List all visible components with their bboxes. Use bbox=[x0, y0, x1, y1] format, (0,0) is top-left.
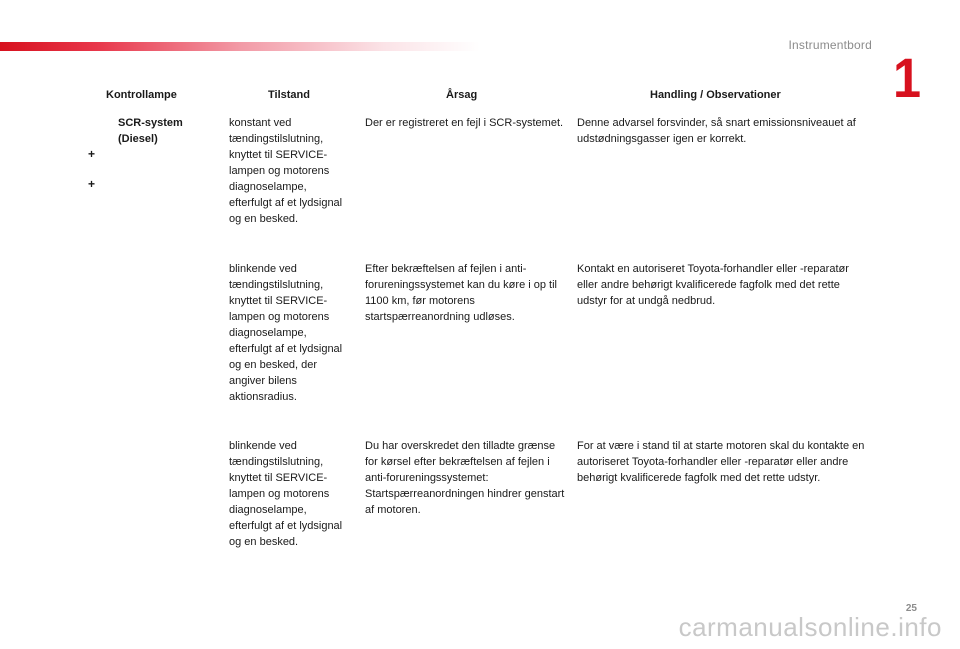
plus-symbol: + bbox=[88, 177, 96, 191]
section-title: Instrumentbord bbox=[788, 38, 872, 52]
row3-handling: For at være i stand til at starte motoren skal du kontakte en autoriseret Toyota-forhandler eller -reparatør eller andre behørigt kvalificerede fagfolk med det rette udstyr. bbox=[577, 440, 865, 484]
row1-handling: Denne advarsel forsvinder, så snart emissionsniveauet af udstødningsgasser igen er korrekt. bbox=[577, 117, 856, 145]
column-header-tilstand: Tilstand bbox=[268, 89, 310, 101]
column-header-kontrollampe: Kontrollampe bbox=[106, 89, 177, 101]
watermark: carmanualsonline.info bbox=[678, 612, 942, 642]
row2-handling: Kontakt en autoriseret Toyota-forhandler eller -reparatør eller andre behørigt kvalificerede fagfolk med det rette udstyr for at undgå nedbrud. bbox=[577, 263, 849, 307]
lamp-name-line2: (Diesel) bbox=[118, 133, 158, 145]
row3-arsag: Du har overskredet den tilladte grænse for kørsel efter bekræftelsen af fejlen i anti-forureningssystemet: Startspærreanordningen hindrer genstart af motoren. bbox=[365, 440, 565, 516]
row3-tilstand: blinkende ved tændingstilslutning, knyttet til SERVICE-lampen og motorens diagnoselampe, efterfulgt af et lydsignal og en besked. bbox=[229, 440, 343, 548]
page-number: 25 bbox=[905, 603, 917, 614]
header-accent-bar bbox=[0, 42, 480, 51]
row1-arsag: Der er registreret en fejl i SCR-systemet. bbox=[365, 117, 564, 129]
lamp-name-line1: SCR-system bbox=[118, 117, 183, 129]
row2-arsag: Efter bekræftelsen af fejlen i anti-forureningssystemet kan du køre i op til 1100 km, før motorens startspærreanordning udløses. bbox=[365, 263, 557, 323]
column-header-handling: Handling / Observationer bbox=[650, 89, 781, 101]
plus-symbol: + bbox=[88, 147, 96, 161]
column-header-arsag: Årsag bbox=[446, 89, 478, 101]
row1-tilstand: konstant ved tændingstilslutning, knyttet til SERVICE-lampen og motorens diagnoselampe, efterfulgt af et lydsignal og en besked. bbox=[229, 117, 343, 225]
row2-tilstand: blinkende ved tændingstilslutning, knyttet til SERVICE-lampen og motorens diagnoselampe, efterfulgt af et lydsignal og en besked, der angiver bilens aktionsradius. bbox=[229, 263, 343, 403]
chapter-number: 1 bbox=[893, 46, 922, 109]
lamp-name bbox=[118, 115, 183, 147]
